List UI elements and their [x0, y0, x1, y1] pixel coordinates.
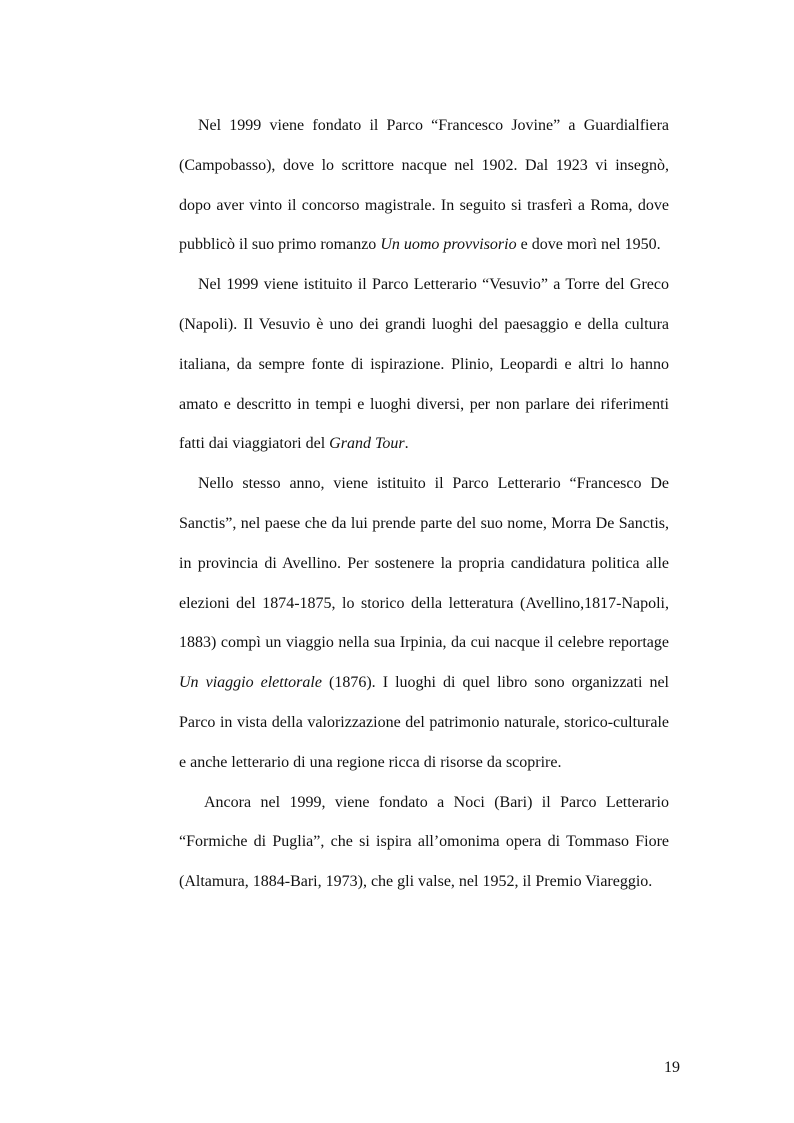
- paragraph-formiche-di-puglia: [179, 783, 669, 902]
- paragraph-jovine: [179, 106, 669, 265]
- paragraph-text: Nel 1999 viene istituito il Parco Letterario “Vesuvio” a Torre del Greco (Napoli). Il Vesuvio è uno dei grandi luoghi del paesaggio e della cultura italiana, da sempre fonte di ispirazione. Plinio, Leopardi e altri lo hanno amato e descritto in tempi e luoghi diversi, per non parlare dei riferimenti fatti dai viaggiatori del: [179, 276, 669, 453]
- paragraph-text: Nel 1999 viene fondato il Parco “Francesco Jovine” a Guardialfiera (Campobasso), dove lo scrittore nacque nel 1902. Dal 1923 vi insegnò, dopo aver vinto il concorso magistrale. In seguito si trasferì a Roma, dove pubblicò il suo primo romanzo: [179, 117, 669, 254]
- page-number: 19: [664, 1059, 680, 1076]
- book-title-italic: Un viaggio elettorale: [179, 674, 322, 692]
- book-title-italic: Un uomo provvisorio: [380, 236, 517, 254]
- paragraph-text: .: [404, 435, 409, 453]
- paragraph-text: Ancora nel 1999, viene fondato a Noci (Bari) il Parco Letterario “Formiche di Puglia”, che si ispira all’omonima opera di Tommaso Fiore (Altamura, 1884-Bari, 1973), che gli valse, nel 1952, il Premio Viareggio.: [179, 793, 669, 891]
- paragraph-text: Nello stesso anno, viene istituito il Parco Letterario “Francesco De Sanctis”, nel paese che da lui prende parte del suo nome, Morra De Sanctis, in provincia di Avellino. Per sostenere la propria candidatura politica alle elezioni del 1874-1875, lo storico della letteratura (Avellino,1817-Napoli, 1883) compì un viaggio nella sua Irpinia, da cui nacque il celebre reportage: [179, 475, 669, 652]
- term-italic: Grand Tour: [329, 435, 405, 453]
- paragraph-text: e dove morì nel 1950.: [516, 236, 661, 254]
- document-body: [179, 106, 669, 902]
- paragraph-vesuvio: [179, 265, 669, 464]
- paragraph-text: (1876). I luoghi di quel libro sono organizzati nel Parco in vista della valorizzazione del patrimonio naturale, storico-culturale e anche letterario di una regione ricca di risorse da scoprire.: [179, 674, 670, 771]
- paragraph-de-sanctis: [179, 464, 669, 782]
